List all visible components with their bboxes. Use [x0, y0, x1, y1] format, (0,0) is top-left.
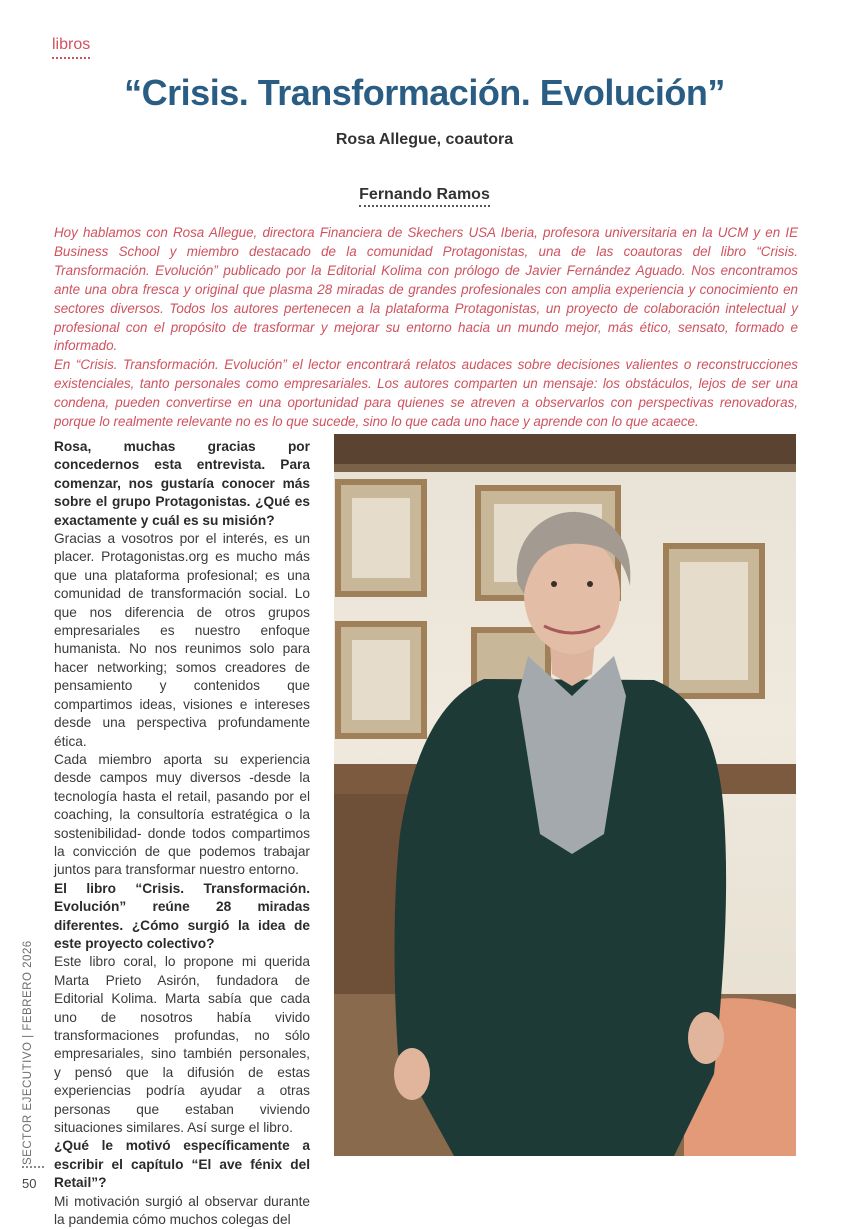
intro-paragraph: En “Crisis. Transformación. Evolución” el lector encontrará relatos audaces sobre decisiones valientes o reconstrucciones existenciales, tanto personales como empresariales. Los autores comparten un mensaje: los obstáculos, lejos de ser una condena, pueden convertirse en una oportunidad para quienes se atreven a observarlos con perspectivas renovadoras, porque lo realmente relevante no es lo que sucede, sino lo que cada uno hace y aprende con lo que acaece. [54, 357, 798, 430]
intro-block [54, 224, 798, 432]
interview-question: El libro “Crisis. Transformación. Evolución” reúne 28 miradas diferentes. ¿Cómo surgió la idea de este proyecto colectivo? [54, 880, 310, 951]
interview-answer: Gracias a vosotros por el interés, es un placer. Protagonistas.org es mucho más que una plataforma profesional; es una comunidad de transformación social. Lo que nos diferencia de otros grupos empresariales es nuestro enfoque humanista. No nos reunimos solo para hacer networking; somos creadores de pensamiento y contenidos que compartimos ideas, visiones e intereses desde una perspectiva profundamente ética. [54, 531, 310, 749]
side-running-footer: SECTOR EJECUTIVO | FEBRERO 2026 [22, 940, 34, 1165]
author-name: Fernando Ramos [359, 186, 490, 207]
article-title: “Crisis. Transformación. Evolución” [124, 72, 725, 113]
interview-column [54, 438, 310, 1229]
interview-answer: Cada miembro aporta su experiencia desde campos muy diversos -desde la tecnología hasta el retail, pasando por el coaching, la consultoría estratégica o la sostenibilidad- donde todos compartimos la convicción de que podemos trabajar juntos para transformar nuestro entorno. [54, 751, 310, 878]
portrait-photo [334, 434, 796, 1156]
article-subtitle: Rosa Allegue, coautora [335, 131, 514, 148]
intro-paragraph: Hoy hablamos con Rosa Allegue, directora Financiera de Skechers USA Iberia, profesora universitaria en la UCM y en IE Business School y miembro destacado de la comunidad Protagonistas, una de las coautoras del libro “Crisis. Transformación. Evolución” publicado por la Editorial Kolima con prólogo de Javier Fernández Aguado. Nos encontramos ante una obra fresca y original que plasma 28 miradas de grandes profesionales con amplia experiencia y conocimiento en sectores diversos. Todos los autores pertenecen a la plataforma Protagonistas, un proyecto de colaboración intelectual y profesional con el propósito de trasformar y mejorar su entorno hacia un mundo mejor, más ético, sensato, formado e informado. [54, 225, 798, 354]
section-tag: libros [52, 36, 90, 59]
interview-answer: Mi motivación surgió al observar durante la pandemia cómo muchos colegas del [54, 1193, 310, 1228]
interview-answer: Este libro coral, lo propone mi querida Marta Prieto Asirón, fundadora de Editorial Kolima. Marta sabía que cada uno de nosotros había vivido transformaciones profundas, no sólo empresariales, sino también personales, y pensó que la difusión de estas experiencias podría ayudar a otras personas que estaban viviendo situaciones similares. Así surge el libro. [54, 954, 310, 1136]
portrait-illustration [334, 434, 796, 1156]
page-number: 50 [22, 1176, 37, 1191]
interview-question: ¿Qué le motivó específicamente a escribir el capítulo “El ave fénix del Retail”? [54, 1138, 310, 1191]
interview-question: Rosa, muchas gracias por concedernos esta entrevista. Para comenzar, nos gustaría conocer más sobre el grupo Protagonistas. ¿Qué es exactamente y cuál es su misión? [54, 439, 310, 528]
byline [0, 186, 849, 204]
footer-divider [22, 1166, 44, 1168]
